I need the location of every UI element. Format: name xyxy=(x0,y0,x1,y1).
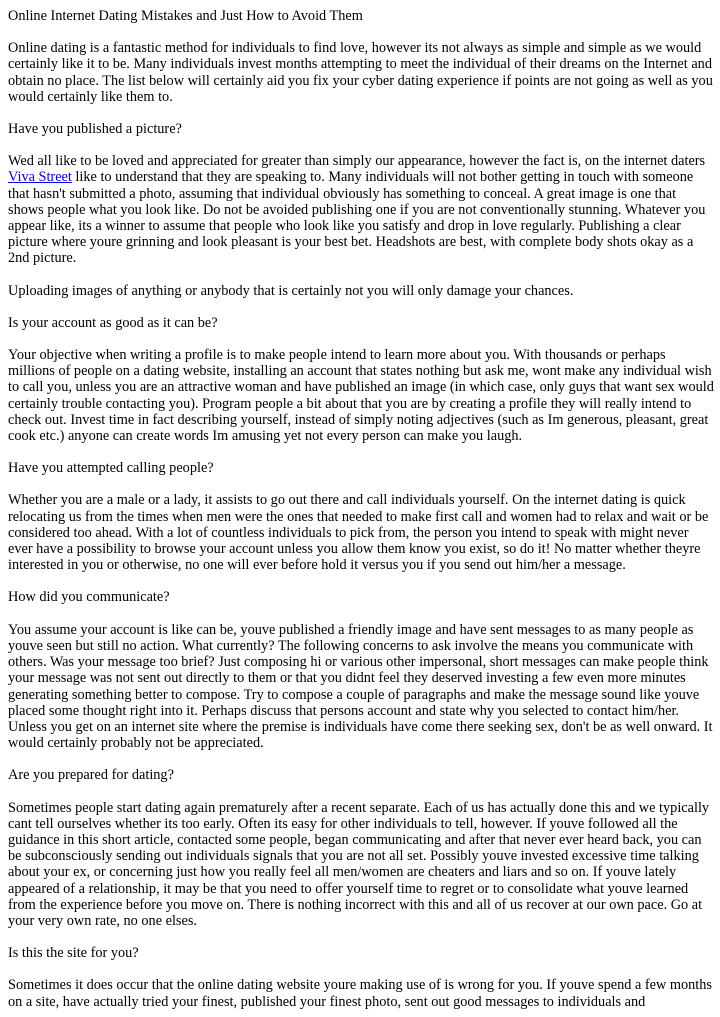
picture-text-after-link: like to understand that they are speaking to. Many individuals will not bother getting in touch with someone that hasn't submitted a photo, assuming that individual obviously has something to conceal. A great image is one that shows people what you look like. Do not be avoided publishing one if you are not conventionally stunning. Whatever you appear like, its a winner to assume that people who look like you satisfy and drop in love regularly. Publishing a clear picture where youre grinning and look pleasant is your best bet. Headshots are best, with complete body shots okay as a 2nd picture. xyxy=(8,169,706,267)
section-heading-calling: Have you attempted calling people? xyxy=(8,460,214,477)
page-title: Online Internet Dating Mistakes and Just How to Avoid Them xyxy=(8,8,363,24)
section-heading-site: Is this the site for you? xyxy=(8,945,139,962)
account-paragraph: Your objective when writing a profile is to make people intend to learn more about you. With thousands or perhaps millions of people on a dating website, installing an account that states nothing but ask me, wont make any individual wish to call you, unless you are an attractive woman and have published an image (in which case, only guys that want sex would certainly trouble contacting you). Program people a bit about that you are by creating a profile they will really intend to check out. Invest time in fact describing yourself, instead of simply noting adjectives (such as Im generous, pleasant, great cook etc.) anyone can create words Im amusing yet not every person can make you laugh. xyxy=(8,347,714,445)
section-heading-account: Is your account as good as it can be? xyxy=(8,314,218,331)
viva-street-link[interactable]: Viva Street xyxy=(8,169,72,186)
communicate-paragraph: You assume your account is like can be, youve published a friendly image and have sent messages to as many people as youve seen but still no action. What currently? The following concerns to ask involve the means you communicate with others. Was your message too brief? Just composing hi or various other impersonal, short messages can make people think your message was not sent out directly to them or that you didnt feel they deserved investing a few even more minutes generating something better to compose. Try to compose a couple of paragraphs and make the message sound like youve placed some thought right into it. Perhaps discuss that persons account and state why you selected to contact him/her. Unless you get on an internet site where the premise is individuals have come there seeking sex, don't be as well onward. It would certainly probably not be appreciated. xyxy=(8,621,713,752)
section-heading-picture: Have you published a picture? xyxy=(8,121,182,138)
uploading-images-paragraph: Uploading images of anything or anybody that is certainly not you will only damage your chances. xyxy=(8,282,574,299)
site-paragraph: Sometimes it does occur that the online dating website youre making use of is wrong for you. If youve spend a few months on a site, have actually tried your finest, published your finest photo, sent out good messages to individuals and xyxy=(8,977,712,1010)
calling-paragraph: Whether you are a male or a lady, it assists to go out there and call individuals yourself. On the internet dating is quick relocating us from the times when men were the ones that needed to make first call and women had to relax and wait or be considered too ahead. With a lot of countless individuals to pick from, the person you intend to speak with might never ever have a possibility to browse your account unless you allow them know you exist, so do it! No matter whether theyre interested in you or otherwise, no one will ever before hold it versus you if you send out him/her a message. xyxy=(8,492,709,574)
intro-paragraph: Online dating is a fantastic method for individuals to find love, however its not always as simple and simple as we would certainly like it to be. Many individuals invest months attempting to meet the individual of their dreams on the Internet and obtain no place. The list below will certainly aid you fix your cyber dating experience if points are not going as well as you would certainly like them to. xyxy=(8,40,713,105)
section-heading-communicate: How did you communicate? xyxy=(8,589,170,606)
picture-text-before-link: Wed all like to be loved and appreciated for greater than simply our appearance, however the fact is, on the internet daters xyxy=(8,153,706,170)
section-heading-prepared: Are you prepared for dating? xyxy=(8,767,174,784)
picture-paragraph xyxy=(8,153,714,266)
prepared-paragraph: Sometimes people start dating again prematurely after a recent separate. Each of us has actually done this and we typically cant tell ourselves whether its too early. Often its easy for other individuals to tell, however. If youve followed all the guidance in this short article, contacted some people, began communicating and after that never ever heard back, you can be subconsciously sending out individuals signals that you are not all set. Possibly youve invested excessive time talking about your ex, or concerning just how you really feel all men/women are cheaters and liars and so on. If youve lately appeared of a relationship, it may be that you need to offer yourself time to regret or to consolidate what youve learned from the experience before you move on. There is nothing incorrect with this and all of us recover at our own pace. Go at your very own rate, no one elses. xyxy=(8,799,710,929)
